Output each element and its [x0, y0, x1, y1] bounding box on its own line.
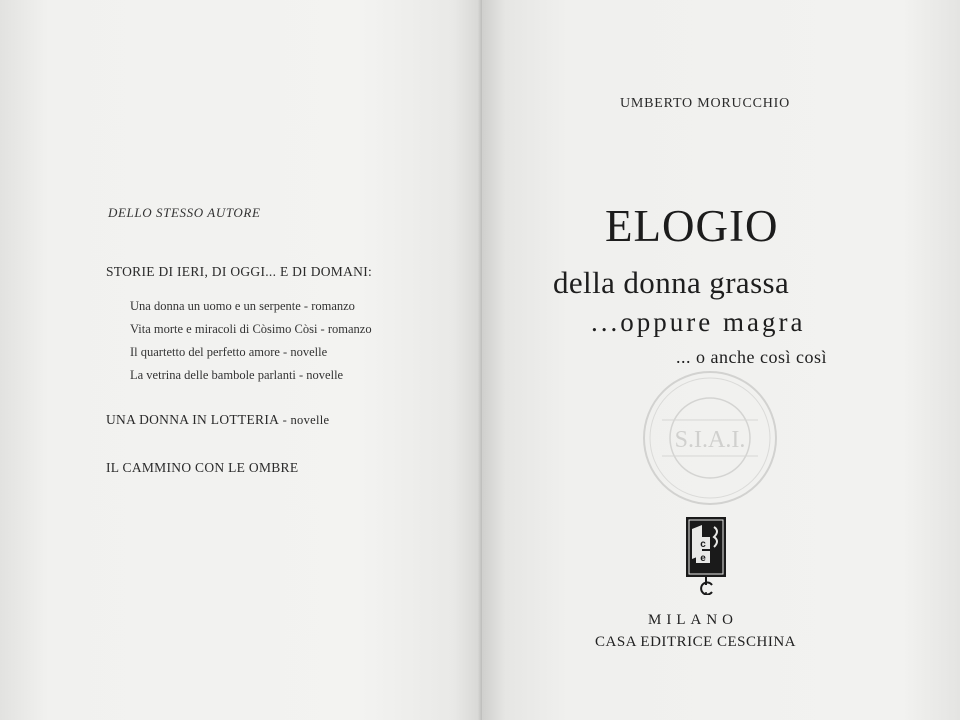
book-title-main: ELOGIO [605, 201, 779, 251]
list-item: Vita morte e miracoli di Còsimo Còsi - romanzo [130, 322, 372, 336]
also-by-author-heading: DELLO STESSO AUTORE [108, 205, 261, 220]
list-item: Una donna un uomo e un serpente - romanzo [130, 299, 355, 313]
list-item: La vetrina delle bambole parlanti - novelle [130, 368, 344, 382]
publisher-city: MILANO [648, 612, 738, 628]
book-title: IL CAMMINO CON LE OMBRE [106, 460, 299, 475]
book-subtitle-line-2: ...oppure magra [591, 307, 806, 337]
logo-letter-c: c [700, 539, 706, 550]
author-name: UMBERTO MORUCCHIO [620, 96, 791, 111]
library-stamp-icon [640, 368, 780, 508]
book-title: UNA DONNA IN LOTTERIA [106, 412, 280, 427]
logo-letter-e: e [700, 553, 706, 564]
series-title: STORIE DI IERI, DI OGGI... E DI DOMANI: [106, 264, 373, 279]
stamp-text: S.I.A.I. [674, 427, 746, 453]
book-entry [106, 460, 298, 476]
publisher-name: CASA EDITRICE CESCHINA [595, 634, 797, 650]
book-subtitle-line-3: ... o anche così così [676, 347, 827, 367]
publisher-logo-icon [680, 515, 732, 595]
book-subtitle-line-1: della donna grassa [553, 265, 790, 300]
list-item: Il quartetto del perfetto amore - novelle [130, 345, 328, 359]
book-genre: - novelle [279, 413, 330, 427]
book-entry [106, 412, 329, 428]
series-book-list [130, 295, 372, 387]
